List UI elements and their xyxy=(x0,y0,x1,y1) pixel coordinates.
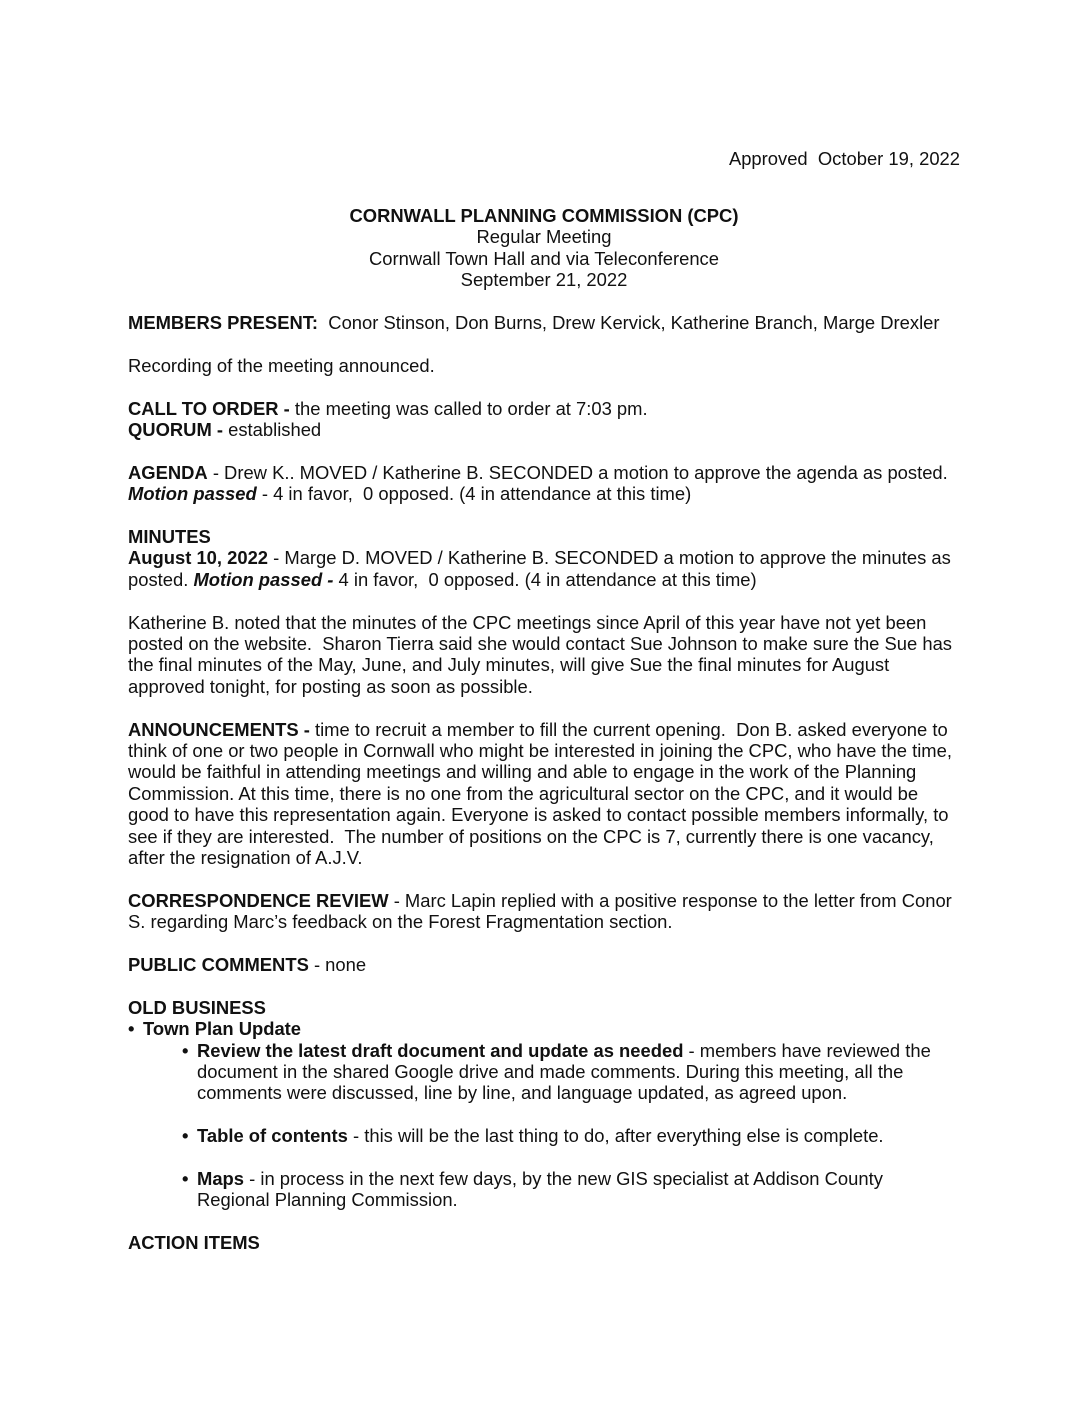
bullet-icon: • xyxy=(182,1039,189,1061)
minutes-heading: MINUTES xyxy=(128,526,211,547)
old-business-heading: OLD BUSINESS xyxy=(128,996,266,1018)
agenda-label: AGENDA xyxy=(128,461,208,483)
call-to-order-section xyxy=(128,398,960,441)
bullet-icon: • xyxy=(128,1018,135,1040)
minutes-date-label: August 10, 2022 xyxy=(128,547,269,569)
approval-note: Approved October 19, 2022 xyxy=(728,148,960,169)
meeting-date: September 21, 2022 xyxy=(460,269,628,291)
subitem-label: Maps xyxy=(197,1168,245,1190)
announcements-text: time to recruit a member to fill the current opening. Don B. asked everyone to think of one or two people in Cornwall who might be interested in joining the CPC, who have the time, would be faithful in attending meetings and willing and able to engage in the work of the Planning Commission. At this time, there is no one from the agricultural sector on the CPC, and it would be good to have this representation again. Everyone is asked to contact possible members informally, to see if they are interested. The number of positions on the CPC is 7, currently there is one vacancy, after the resignation of A.J.V. xyxy=(128,718,958,869)
call-to-order-line xyxy=(128,398,960,419)
list-item xyxy=(128,1018,960,1039)
public-comments-label: PUBLIC COMMENTS xyxy=(128,954,309,976)
subitem-text: - in process in the next few days, by the new GIS specialist at Addison County Regional Planning Commission. xyxy=(197,1168,883,1211)
agenda-text: - Drew K.. MOVED / Katherine B. SECONDED a motion to approve the agenda as posted. xyxy=(207,461,953,483)
document-body xyxy=(128,312,960,1254)
correspondence-label: CORRESPONDENCE REVIEW xyxy=(128,889,389,911)
minutes-text: - Marge D. MOVED / Katherine B. SECONDED a motion to approve the minutes as posted. xyxy=(128,547,956,590)
minutes-section xyxy=(128,526,960,590)
bullet-icon: • xyxy=(182,1125,189,1147)
minutes-result: 4 in favor, 0 opposed. (4 in attendance at this time) xyxy=(333,568,757,590)
correspondence-text: - Marc Lapin replied with a positive response to the letter from Conor S. regarding Marc’s feedback on the Forest Fragmentation section. xyxy=(128,889,957,933)
meeting-location: Cornwall Town Hall and via Teleconference xyxy=(369,247,719,269)
members-present-text: Conor Stinson, Don Burns, Drew Kervick, Katherine Branch, Marge Drexler xyxy=(318,312,940,333)
list-item xyxy=(182,1125,960,1146)
members-present-label: MEMBERS PRESENT: xyxy=(128,312,319,333)
announcements-section xyxy=(128,719,960,869)
agenda-result: - 4 in favor, 0 opposed. (4 in attendance at this time) xyxy=(256,483,692,505)
town-plan-subitems xyxy=(128,1040,960,1211)
bullet-icon: • xyxy=(182,1168,189,1190)
list-item xyxy=(182,1168,960,1211)
old-business-section xyxy=(128,997,960,1211)
quorum-text: established xyxy=(223,419,322,440)
organization-title: CORNWALL PLANNING COMMISSION (CPC) xyxy=(349,205,739,226)
call-to-order-label: CALL TO ORDER - xyxy=(128,397,290,419)
minutes-note: Katherine B. noted that the minutes of the CPC meetings since April of this year have not yet been posted on the website. Sharon Tierra said she would contact Sue Johnson to make sure the Sue has the final minutes of the May, June, and July minutes, will give Sue the final minutes for August approved tonight, for posting as soon as possible. xyxy=(128,611,958,697)
subitem-text: - this will be the last thing to do, after everything else is complete. xyxy=(347,1125,884,1147)
minutes-motion-label: Motion passed - xyxy=(193,568,334,590)
list-item xyxy=(182,1040,960,1104)
public-comments-text: - none xyxy=(308,954,367,976)
recording-note: Recording of the meeting announced. xyxy=(128,354,435,376)
quorum-label: QUORUM - xyxy=(128,419,224,440)
town-plan-update-topic: Town Plan Update xyxy=(143,1018,302,1040)
call-to-order-text: the meeting was called to order at 7:03 pm. xyxy=(289,397,648,419)
action-items-heading: ACTION ITEMS xyxy=(128,1232,260,1254)
subitem-label: Table of contents xyxy=(197,1125,348,1147)
correspondence-section xyxy=(128,890,960,933)
subitem-text: - members have reviewed the document in the shared Google drive and made comments. During this meeting, all the comments were discussed, line by line, and language updated, as agreed upon. xyxy=(197,1039,931,1104)
agenda-section xyxy=(128,462,960,505)
agenda-motion-label: Motion passed xyxy=(128,483,257,505)
subitem-label: Review the latest draft document and update as needed xyxy=(197,1039,684,1061)
announcements-label: ANNOUNCEMENTS - xyxy=(128,718,310,740)
meeting-type: Regular Meeting xyxy=(476,226,612,248)
members-present xyxy=(128,312,960,333)
quorum-line xyxy=(128,419,960,440)
old-business-list xyxy=(128,1018,960,1039)
document-header xyxy=(128,205,960,291)
public-comments-section xyxy=(128,954,960,975)
